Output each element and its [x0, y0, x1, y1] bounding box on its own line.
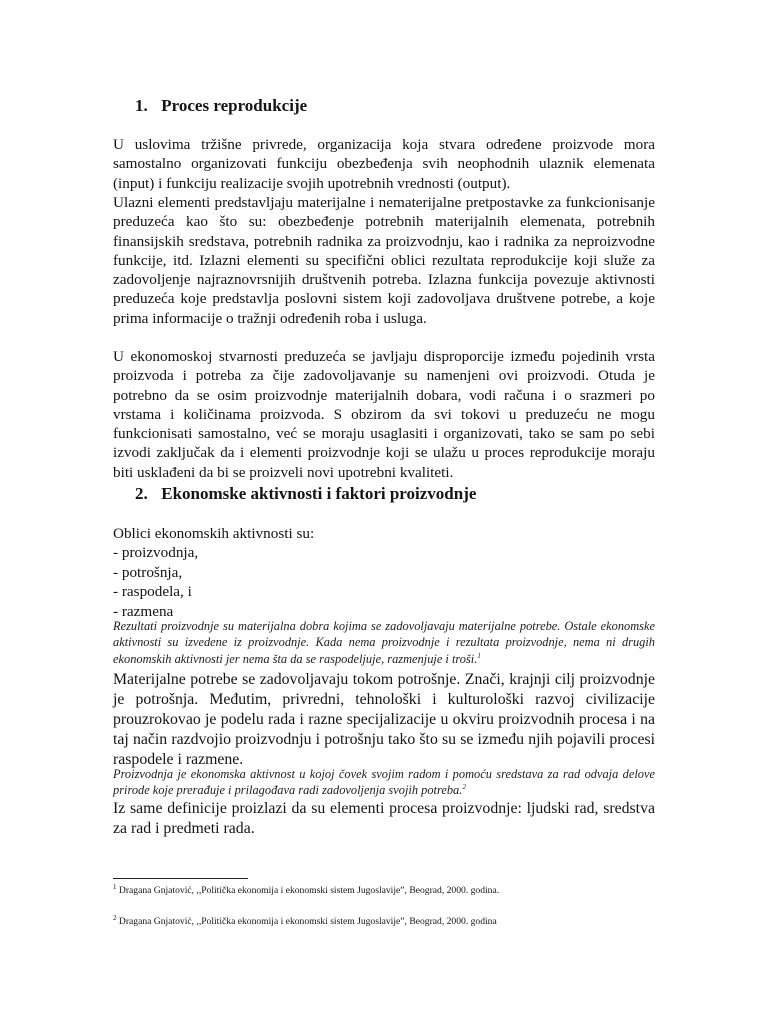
section-1-number: 1.	[135, 96, 148, 115]
footnote-ref-1: 1	[477, 651, 481, 660]
paragraph-intro: U uslovima tržišne privrede, organizacija koja stvara određene proizvode mora samostalno organizovati funkciju obezbeđenja svih neophodnih ulaznik elemenata (input) i funkciju realizacije svojih upotrebnih vrednosti (output).	[113, 136, 655, 192]
note-1-text: Rezultati proizvodnje su materijalna dobra kojima se zadovoljavaju materijalne potrebe. Ostale ekonomske aktivnosti su izvedene iz proizvodnje. Kada nema proizvodnje i rezultata proizvodnje, nema ni drugih ekonomskih aktivnosti jer nema šta da se raspodeljuje, razmenjuje i troši.	[113, 619, 655, 666]
list-item: - proizvodnja,	[113, 544, 199, 561]
footnote-2	[113, 913, 497, 928]
footnote-separator	[113, 878, 248, 879]
section-2-number: 2.	[135, 484, 148, 503]
list-intro: Oblici ekonomskih aktivnosti su:	[113, 525, 315, 542]
note-2-text: Proizvodnja je ekonomska aktivnost u kojoj čovek svojim radom i pomoću sredstava za rad odvaja delove prirode koje prerađuje i prilagođava radi zadovoljenja svojih potreba.	[113, 767, 655, 798]
footnote-1	[113, 882, 500, 897]
footnote-1-text: Dragana Gnjatović, ,,Politička ekonomija i ekonomski sistem Jugoslavije”, Beograd, 2000. godina.	[118, 885, 500, 896]
section-2-title: Ekonomske aktivnosti i faktori proizvodnje	[161, 484, 477, 503]
paragraph-elements-of-production: Iz same definicije proizlazi da su elementi procesa proizvodnje: ljudski rad, sredstva za rad i predmeti rada.	[113, 800, 655, 837]
paragraph-input-output: Ulazni elementi predstavljaju materijalne i nematerijalne pretpostavke za funkcionisanje preduzeća kao što su: obezbeđenje potrebnih materijalnih elemenata, potrebnih finansijskih sredstava, potrebnih radnika za proizvodnju, kao i radnika za neproizvodne funkcije, itd. Izlazni elementi su specifični oblici rezultata reprodukcije koji služe za zadovoljenje najraznovrsnijih društvenih potreba. Izlazna funkcija povezuje aktivnosti preduzeća koje predstavlja poslovni sistem koji zadovoljava društvene potrebe, a koje prima informacije o tražnji određenih roba i usluga.	[113, 194, 655, 327]
footnote-2-text: Dragana Gnjatović, ,,Politička ekonomija i ekonomski sistem Jugoslavije”, Beograd, 2000. godina	[118, 916, 497, 927]
list-item: - razmena	[113, 602, 174, 620]
footnote-2-number: 2	[113, 913, 117, 922]
list-item: - potrošnja,	[113, 563, 183, 581]
section-1-heading	[135, 96, 307, 116]
section-2-heading	[135, 484, 476, 504]
note-production-results	[113, 618, 655, 667]
paragraph-material-needs: Materijalne potrebe se zadovoljavaju tokom potrošnje. Znači, krajnji cilj proizvodnje je potrošnja. Međutim, privredni, tehnološki i kulturološki razvoj civilizacije prouzrokovao je podelu rada i razne specijalizacije u okviru proizvodnih procesa i na taj način razdvojio proizvodnju i potrošnju tako što su se između njih pojavili procesi raspodele i razmene.	[113, 671, 655, 768]
note-production-definition	[113, 766, 655, 799]
economic-activities-list	[113, 543, 198, 621]
footnote-ref-2: 2	[462, 783, 466, 792]
section-1-title: Proces reprodukcije	[161, 96, 308, 115]
list-item: - raspodela, i	[113, 583, 192, 600]
footnote-1-number: 1	[113, 882, 117, 891]
paragraph-disproportion: U ekonomoskoj stvarnosti preduzeća se javljaju disproporcije između pojedinih vrsta proizvoda i potreba za čije zadovoljavanje su namenjeni ovi proizvodi. Otuda je potrebno da se osim proizvodnje materijalnih dobara, vodi računa i o srazmeri po vrstama i količinama proizvoda. S obzirom da svi tokovi u preduzeću ne mogu funkcionisati samostalno, već se moraju usaglasiti i organizovati, tako se sam po sebi izvodi zaključak da i elementi proizvodnje koji se ulažu u proces reprodukcije moraju biti usklađeni da bi se proizveli novi upotrebni kvaliteti.	[113, 348, 655, 481]
